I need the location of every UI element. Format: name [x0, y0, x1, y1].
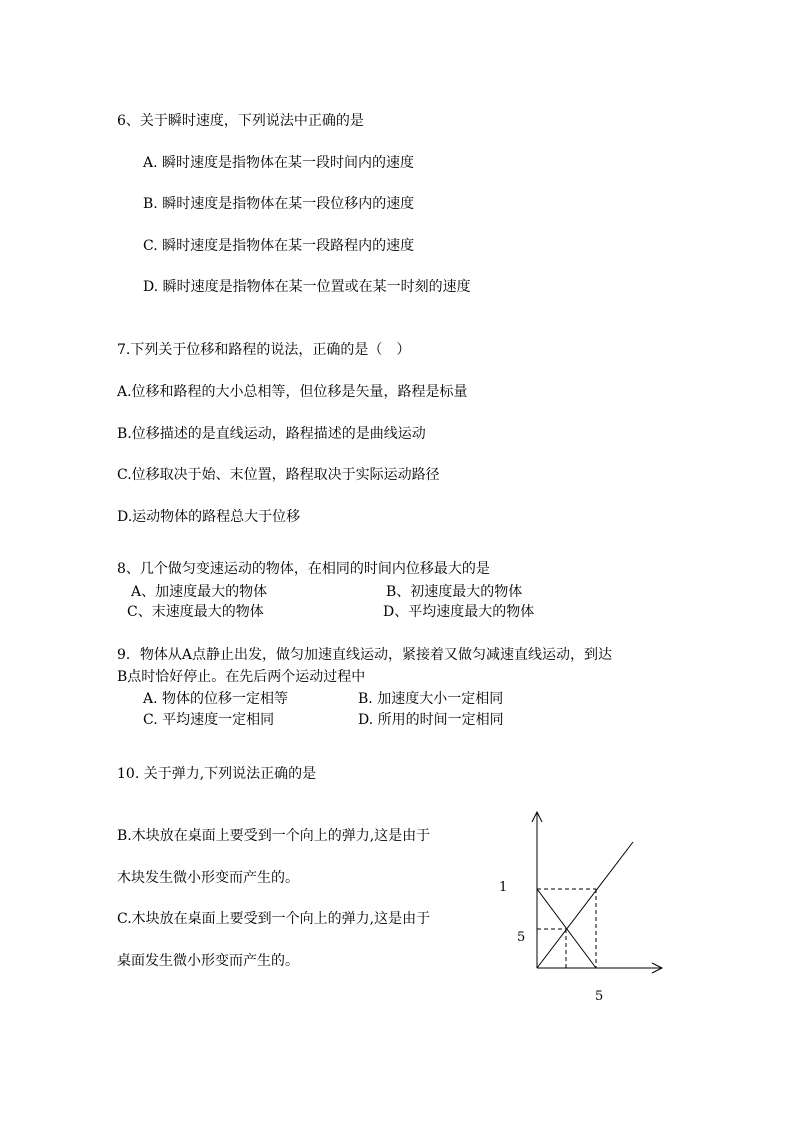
graph-diagram: [490, 800, 680, 1010]
q9-option-a: A. 物体的位移一定相等: [143, 691, 289, 707]
label-bottom: 5: [595, 989, 604, 1004]
q8-option-d: D、平均速度最大的物体: [383, 604, 535, 620]
q6-option-b: B. 瞬时速度是指物体在某一段位移内的速度: [143, 196, 415, 212]
label-mid: 5: [517, 930, 526, 945]
q9-option-c: C. 平均速度一定相同: [143, 712, 275, 728]
q6-option-c: C. 瞬时速度是指物体在某一段路程内的速度: [143, 238, 415, 254]
q8-option-c: C、末速度最大的物体: [127, 604, 264, 620]
q9-option-d: D. 所用的时间一定相同: [358, 712, 504, 728]
q9-stem-line2: B点时恰好停止。在先后两个运动过程中: [117, 669, 366, 685]
q7-stem: 7.下列关于位移和路程的说法，正确的是（ ）: [117, 342, 411, 358]
q7-option-c: C.位移取决于始、末位置，路程取决于实际运动路径: [117, 467, 440, 483]
q9-option-b: B. 加速度大小一定相同: [358, 691, 504, 707]
q6-option-d: D. 瞬时速度是指物体在某一位置或在某一时刻的速度: [143, 279, 471, 295]
rising-line: [537, 842, 633, 968]
q9-stem-line1: 9．物体从A点静止出发，做匀加速直线运动，紧接着又做匀减速直线运动，到达: [117, 647, 613, 663]
q7-option-b: B.位移描述的是直线运动，路程描述的是曲线运动: [117, 426, 426, 442]
q10-option-c-line2: 桌面发生微小形变而产生的。: [117, 953, 299, 969]
q10-option-b-line1: B.木块放在桌面上要受到一个向上的弹力,这是由于: [117, 828, 431, 844]
q7-option-d: D.运动物体的路程总大于位移: [117, 509, 301, 525]
q8-stem: 8、几个做匀变速运动的物体，在相同的时间内位移最大的是: [117, 561, 490, 577]
q8-option-a: A、加速度最大的物体: [131, 584, 268, 600]
q6-stem: 6、关于瞬时速度，下列说法中正确的是: [117, 113, 364, 129]
q10-option-c-line1: C.木块放在桌面上要受到一个向上的弹力,这是由于: [117, 911, 431, 927]
q8-option-b: B、初速度最大的物体: [386, 584, 523, 600]
q7-option-a: A.位移和路程的大小总相等，但位移是矢量，路程是标量: [117, 384, 468, 400]
q6-option-a: A. 瞬时速度是指物体在某一段时间内的速度: [143, 155, 415, 171]
label-top: 1: [499, 880, 508, 895]
q10-stem: 10. 关于弹力,下列说法正确的是: [117, 766, 317, 782]
q10-option-b-line2: 木块发生微小形变而产生的。: [117, 870, 299, 886]
